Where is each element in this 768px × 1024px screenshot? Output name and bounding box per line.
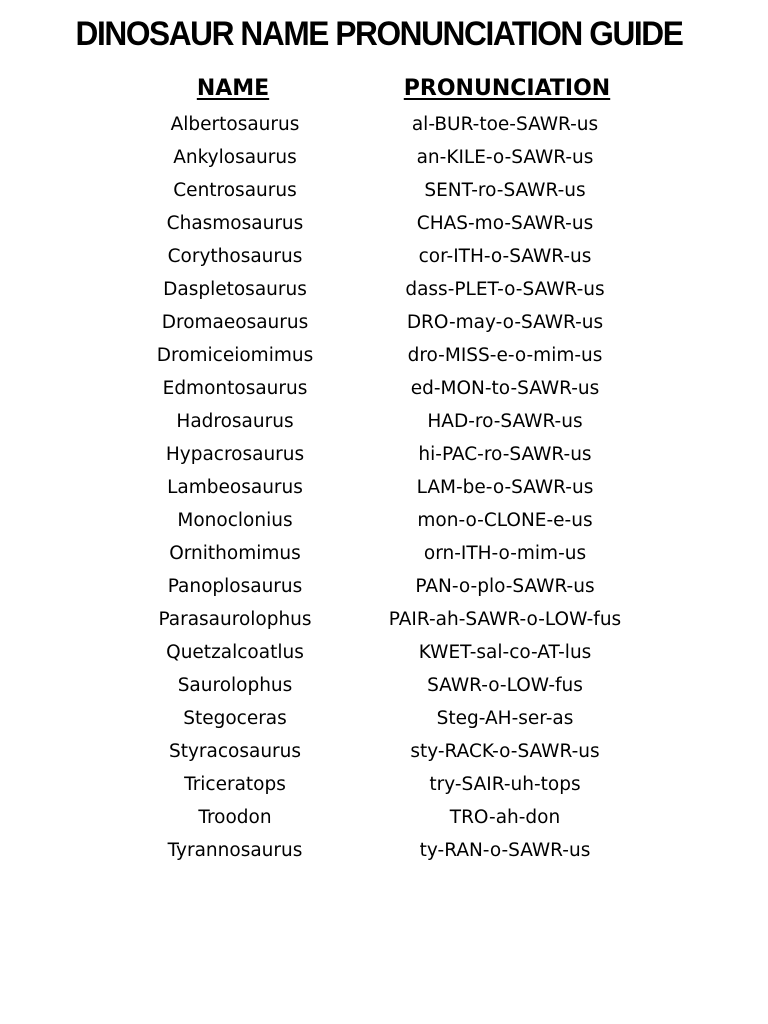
- table-row: [0, 834, 768, 867]
- table-row: [0, 801, 768, 834]
- table-row: [0, 702, 768, 735]
- dinosaur-name: Albertosaurus: [170, 114, 300, 135]
- dinosaur-pronunciation: PAIR-ah-SAWR-o-LOW-fus: [388, 609, 622, 630]
- dinosaur-pronunciation: PAN-o-plo-SAWR-us: [415, 576, 595, 597]
- dinosaur-pronunciation: DRO-may-o-SAWR-us: [406, 312, 604, 333]
- table-row: [0, 108, 768, 141]
- dinosaur-name: Hadrosaurus: [176, 411, 294, 432]
- pronunciation-table: [0, 72, 768, 867]
- dinosaur-name: Lambeosaurus: [167, 477, 303, 498]
- table-row: [0, 207, 768, 240]
- dinosaur-name: Daspletosaurus: [163, 279, 307, 300]
- dinosaur-pronunciation: SAWR-o-LOW-fus: [427, 675, 583, 696]
- dinosaur-name: Dromaeosaurus: [161, 312, 309, 333]
- dinosaur-pronunciation: mon-o-CLONE-e-us: [417, 510, 593, 531]
- header-pronunciation: PRONUNCIATION: [403, 76, 611, 101]
- dinosaur-pronunciation: al-BUR-toe-SAWR-us: [411, 114, 599, 135]
- dinosaur-pronunciation: HAD-ro-SAWR-us: [427, 411, 583, 432]
- dinosaur-name: Ankylosaurus: [173, 147, 297, 168]
- dinosaur-pronunciation: try-SAIR-uh-tops: [429, 774, 581, 795]
- dinosaur-pronunciation: an-KILE-o-SAWR-us: [416, 147, 594, 168]
- dinosaur-name: Triceratops: [184, 774, 286, 795]
- table-row: [0, 735, 768, 768]
- dinosaur-name: Monoclonius: [177, 510, 293, 531]
- dinosaur-pronunciation: cor-ITH-o-SAWR-us: [418, 246, 592, 267]
- dinosaur-pronunciation: orn-ITH-o-mim-us: [423, 543, 587, 564]
- dinosaur-name: Corythosaurus: [167, 246, 303, 267]
- dinosaur-name: Quetzalcoatlus: [166, 642, 304, 663]
- dinosaur-pronunciation: hi-PAC-ro-SAWR-us: [418, 444, 592, 465]
- table-row: [0, 570, 768, 603]
- dinosaur-name: Edmontosaurus: [162, 378, 308, 399]
- table-row: [0, 306, 768, 339]
- dinosaur-name: Troodon: [198, 807, 272, 828]
- dinosaur-name: Styracosaurus: [168, 741, 302, 762]
- table-row: [0, 636, 768, 669]
- table-row: [0, 603, 768, 636]
- dinosaur-pronunciation: SENT-ro-SAWR-us: [424, 180, 586, 201]
- dinosaur-pronunciation: dass-PLET-o-SAWR-us: [405, 279, 605, 300]
- page-title: DINOSAUR NAME PRONUNCIATION GUIDE: [75, 15, 683, 53]
- table-row: [0, 405, 768, 438]
- dinosaur-name: Panoplosaurus: [167, 576, 303, 597]
- dinosaur-pronunciation: CHAS-mo-SAWR-us: [416, 213, 594, 234]
- table-row: [0, 141, 768, 174]
- header-name: NAME: [196, 76, 270, 101]
- dinosaur-pronunciation: sty-RACK-o-SAWR-us: [410, 741, 600, 762]
- dinosaur-pronunciation: TRO-ah-don: [449, 807, 561, 828]
- table-header-row: [0, 72, 768, 108]
- table-row: [0, 174, 768, 207]
- table-row: [0, 339, 768, 372]
- table-row: [0, 504, 768, 537]
- dinosaur-pronunciation: Steg-AH-ser-as: [436, 708, 574, 729]
- dinosaur-pronunciation: dro-MISS-e-o-mim-us: [407, 345, 603, 366]
- table-row: [0, 438, 768, 471]
- dinosaur-name: Chasmosaurus: [166, 213, 304, 234]
- dinosaur-name: Hypacrosaurus: [165, 444, 305, 465]
- table-row: [0, 537, 768, 570]
- table-row: [0, 669, 768, 702]
- dinosaur-name: Tyrannosaurus: [167, 840, 303, 861]
- table-row: [0, 471, 768, 504]
- table-body: [0, 108, 768, 867]
- dinosaur-pronunciation: KWET-sal-co-AT-lus: [418, 642, 592, 663]
- dinosaur-name: Ornithomimus: [169, 543, 301, 564]
- dinosaur-pronunciation: ed-MON-to-SAWR-us: [410, 378, 600, 399]
- dinosaur-name: Stegoceras: [183, 708, 287, 729]
- dinosaur-pronunciation: LAM-be-o-SAWR-us: [416, 477, 594, 498]
- table-row: [0, 273, 768, 306]
- table-row: [0, 240, 768, 273]
- dinosaur-name: Centrosaurus: [173, 180, 297, 201]
- dinosaur-name: Parasaurolophus: [158, 609, 312, 630]
- dinosaur-name: Dromiceiomimus: [156, 345, 314, 366]
- table-row: [0, 372, 768, 405]
- dinosaur-pronunciation: ty-RAN-o-SAWR-us: [419, 840, 591, 861]
- table-row: [0, 768, 768, 801]
- dinosaur-name: Saurolophus: [177, 675, 293, 696]
